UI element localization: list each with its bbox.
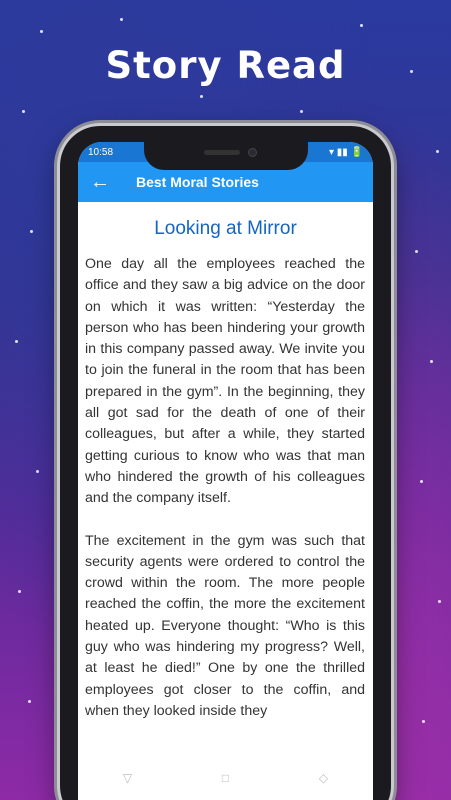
- nav-back-icon[interactable]: ▽: [122, 771, 133, 785]
- story-paragraph: One day all the employees reached the office and they saw a big advice on the door on which it was written: “Yesterday the person who has been hindering your growth in this company passed away. We invite you to join the funeral in the room that has been prepared in the gym”. In the beginning, they all got sad for the death of one of their colleagues, but after a while, they started getting curious to know who was that man who hindered the growth of his colleagues and the company itself.: [85, 256, 365, 507]
- camera-icon: [248, 148, 257, 157]
- nav-home-icon[interactable]: □: [221, 771, 230, 785]
- story-paragraph: The excitement in the gym was such that security agents were ordered to control the crowd within the room. The more people reached the coffin, the more the excitement heated up. Everyone thought: “Who is this guy who was hindering my progress? Well, at least he died!” One by one the thrilled employees got closer to the coffin, and when they looked inside they: [85, 532, 365, 719]
- back-arrow-icon[interactable]: ←: [90, 170, 110, 193]
- phone-frame: [60, 126, 391, 800]
- camera-notch: [144, 142, 308, 170]
- story-title: Looking at Mirror: [154, 218, 297, 239]
- system-nav-bar: [78, 766, 373, 790]
- speaker-icon: [204, 150, 240, 155]
- hero-title: Story Read: [105, 44, 346, 87]
- app-bar-title: Best Moral Stories: [136, 174, 259, 190]
- status-time: 10:58: [88, 146, 114, 158]
- nav-recents-icon[interactable]: ◇: [318, 771, 329, 785]
- phone-screen: [78, 142, 373, 800]
- story-body[interactable]: [78, 254, 373, 722]
- status-icons: ▾ ▮▮ 🔋: [328, 146, 363, 158]
